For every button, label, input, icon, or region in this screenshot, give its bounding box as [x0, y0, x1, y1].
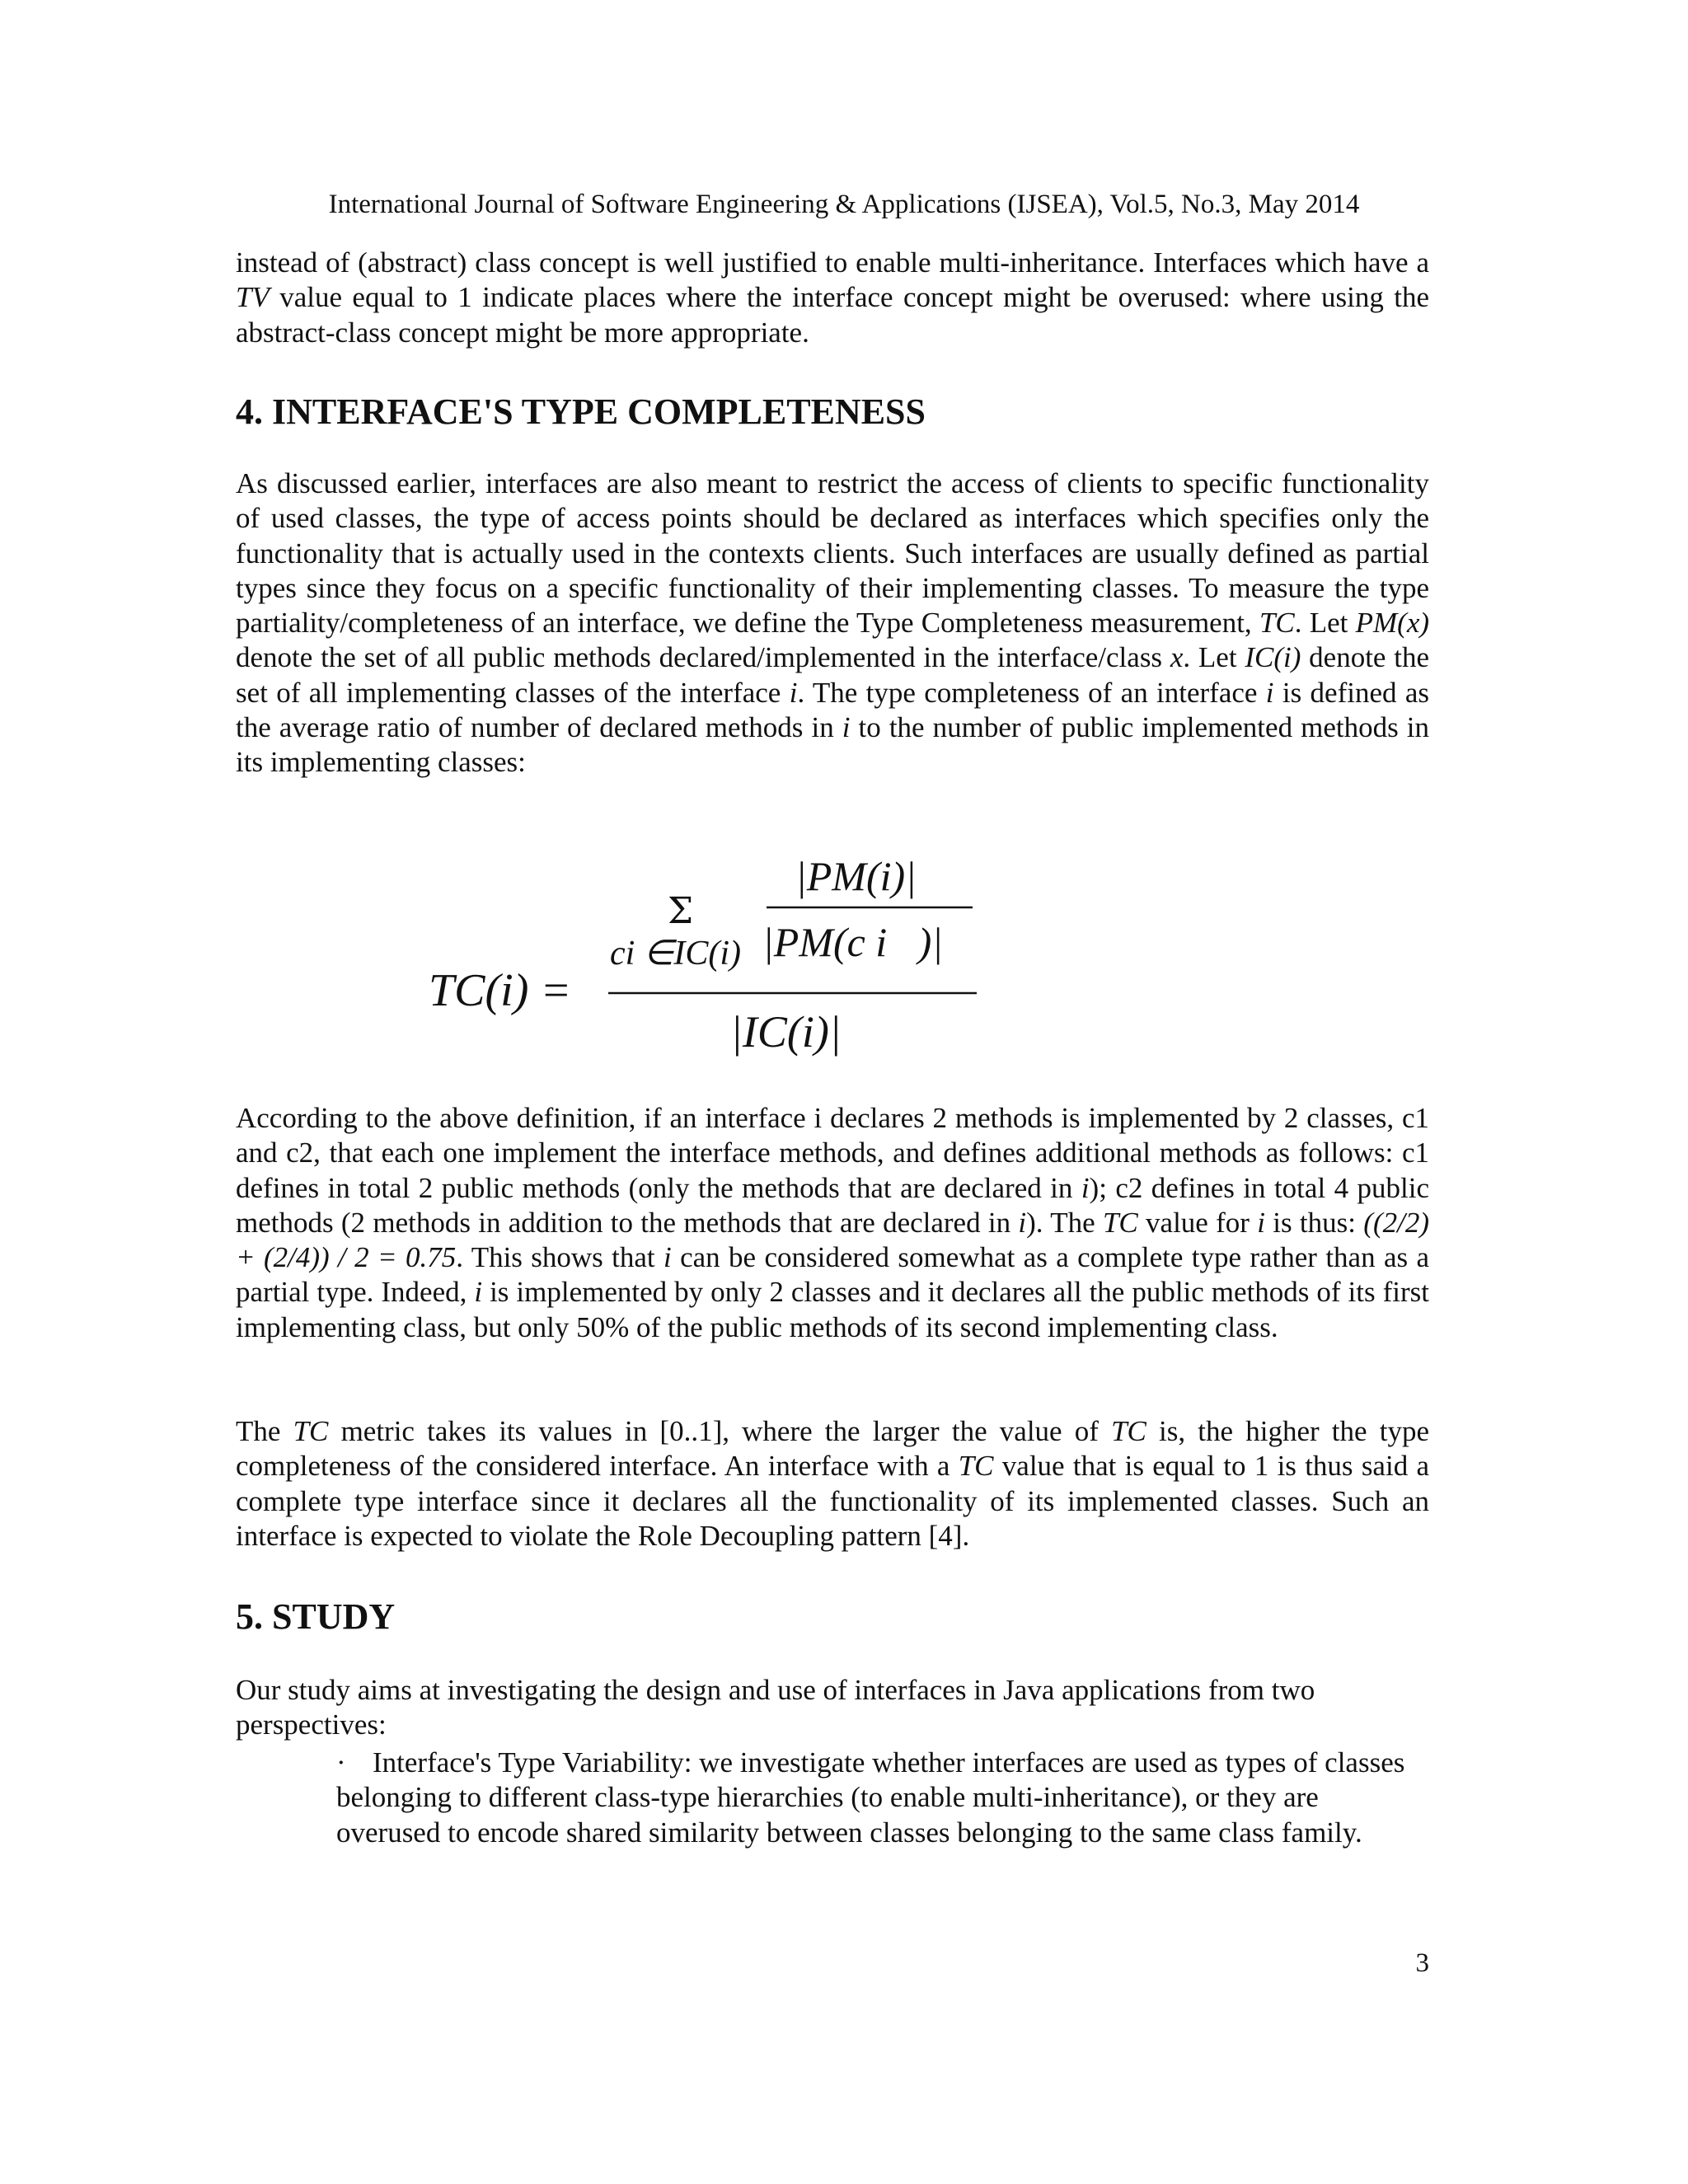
- text-span: value equal to 1 indicate places where the interface concept might be overused: where using the abstract-class concept might be more appropriate.: [236, 281, 1429, 349]
- italic-term: i: [1257, 1206, 1265, 1239]
- italic-term: TC: [1111, 1415, 1146, 1447]
- bullet-icon: ·: [336, 1746, 346, 1779]
- italic-term: i: [474, 1276, 483, 1309]
- italic-expression: ((2/2) + (2/4)) / 2 = 0.75: [236, 1206, 1429, 1274]
- text-span: instead of (abstract) class concept is well justified to enable multi-inheritance. Interfaces which have a: [236, 246, 1429, 279]
- formula-inner-numerator: |PM(i)|: [795, 853, 917, 899]
- italic-term: i: [663, 1241, 672, 1274]
- section4-paragraph-1: [236, 466, 1429, 780]
- formula-inner-denominator: |PM(c i )|: [762, 919, 944, 965]
- text-span: denote the set of all implementing classes of the interface: [236, 641, 1430, 709]
- page-number: 3: [1415, 1948, 1429, 1978]
- italic-term: i: [789, 676, 798, 709]
- text-span: value for: [1137, 1206, 1258, 1239]
- text-span: is implemented by only 2 classes and it declares all the public methods of its first implementing class, but only 50% of the public methods of its second implementing class.: [236, 1276, 1429, 1343]
- italic-term: PM(x): [1355, 607, 1430, 640]
- section5-paragraph-1: Our study aims at investigating the design and use of interfaces in Java applications from two perspectives:: [236, 1674, 1315, 1741]
- text-span: denote the set of all public methods declared/implemented in the interface/class: [236, 641, 1170, 674]
- italic-term: TV: [236, 281, 270, 314]
- text-span: to the number of public implemented methods in its implementing classes:: [236, 711, 1429, 779]
- text-span: is, the higher the type completeness of the considered interface. An interface with a: [236, 1415, 1429, 1483]
- italic-term: i: [1018, 1206, 1027, 1239]
- intro-paragraph: [236, 246, 1429, 350]
- text-span: can be considered somewhat as a complete type rather than as a partial type. Indeed,: [236, 1241, 1429, 1309]
- text-span: value that is equal to 1 is thus said a complete type interface since it declares all the functionality of its implemented classes. Such an interface is expected to violate the Role Decoupling pattern [4].: [236, 1450, 1430, 1552]
- text-span: is defined as the average ratio of number of declared methods in: [236, 676, 1429, 744]
- italic-term: TC: [1259, 607, 1295, 640]
- formula-outer-denominator: |IC(i)|: [730, 1007, 842, 1057]
- italic-term: TC: [293, 1415, 329, 1447]
- formula-lhs: TC(i) =: [429, 965, 572, 1016]
- italic-term: i: [1081, 1171, 1090, 1204]
- tc-formula: [429, 841, 989, 1063]
- text-span: . The type completeness of an interface: [797, 676, 1266, 709]
- text-span: The: [236, 1415, 293, 1447]
- section4-paragraph-3: [236, 1414, 1429, 1554]
- text-span: ). The: [1026, 1206, 1103, 1239]
- section-heading-4: 4. INTERFACE'S TYPE COMPLETENESS: [236, 391, 926, 432]
- formula-sigma: Σ: [668, 890, 694, 932]
- section-heading-5: 5. STUDY: [236, 1596, 396, 1637]
- italic-term: i: [842, 711, 851, 744]
- text-span: As discussed earlier, interfaces are also meant to restrict the access of clients to specific functionality of used classes, the type of access points should be declared as interfaces which specifies only the functionality that is actually used in the contexts clients. Such interfaces are usually defined as partial types since they focus on a specific functionality of their implementing classes. To measure the type partiality/completeness of an interface, we define the Type Completeness measurement,: [236, 467, 1429, 640]
- text-span: metric takes its values in [0..1], where the larger the value of: [328, 1415, 1112, 1447]
- text-span: . Let: [1294, 607, 1356, 640]
- formula-sum-index: ci ∈IC(i): [610, 935, 742, 972]
- bullet-text: Interface's Type Variability: we investigate whether interfaces are used as types of classes belonging to different class-type hierarchies (to enable multi-inheritance), or they are overused to encode shared similarity between classes belonging to the same class family.: [336, 1746, 1405, 1849]
- text-span: ); c2 defines in total 4 public methods (2 methods in addition to the methods that are declared in: [236, 1171, 1429, 1239]
- section4-paragraph-2: [236, 1101, 1429, 1345]
- text-span: . This shows that: [456, 1241, 664, 1274]
- italic-term: x: [1170, 641, 1184, 674]
- text-span: . Let: [1183, 641, 1245, 674]
- text-span: According to the above definition, if an interface i declares 2 methods is implemented by 2 classes, c1 and c2, that each one implement the interface methods, and defines additional methods as follows: c1 defines in total 2 public methods (only the methods that are declared in: [236, 1102, 1429, 1204]
- running-header: International Journal of Software Engineering & Applications (IJSEA), Vol.5, No.3, May 2014: [328, 190, 1360, 219]
- italic-term: TC: [1102, 1206, 1138, 1239]
- italic-term: TC: [958, 1450, 994, 1483]
- text-span: is thus:: [1264, 1206, 1364, 1239]
- italic-term: i: [1265, 676, 1274, 709]
- italic-term: IC(i): [1245, 641, 1301, 674]
